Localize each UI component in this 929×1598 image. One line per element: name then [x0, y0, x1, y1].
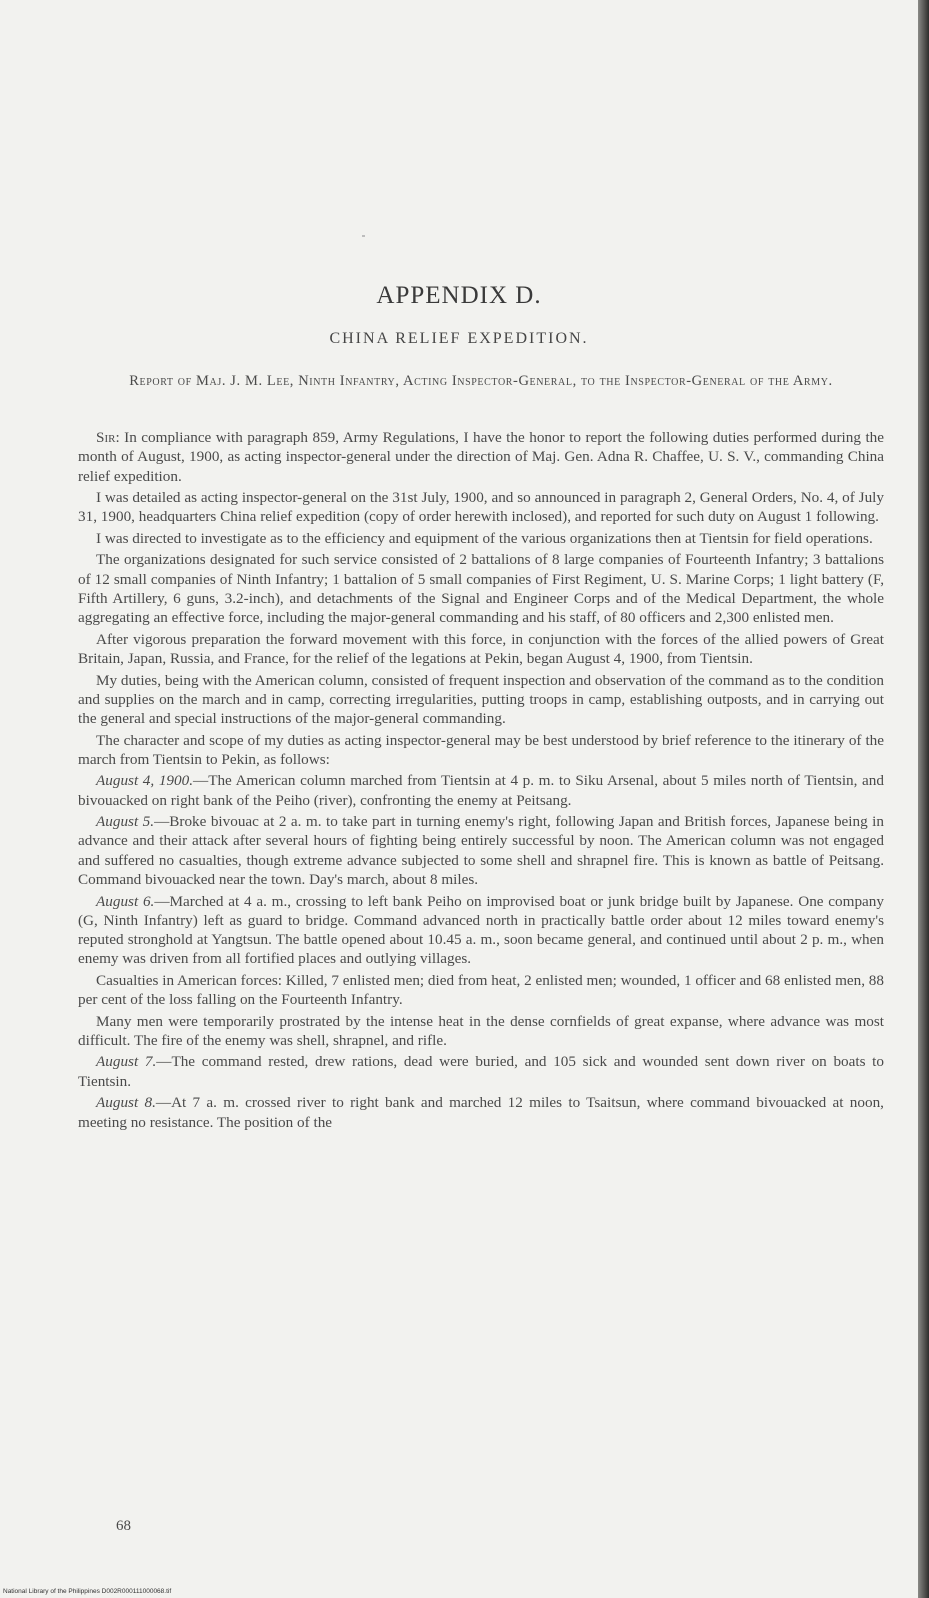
paragraph	[78, 428, 884, 486]
paragraph-text: After vigorous preparation the forward movement with this force, in conjunction with the forces of the allied powers of Great Britain, Japan, Russia, and France, for the relief of the legations at Pekin, began August 4, 1900, from Tientsin.	[78, 630, 884, 668]
paragraph-text: —The American column marched from Tientsin at 4 p. m. to Siku Arsenal, about 5 miles north of Tientsin, and bivouacked on right bank of the Peiho (river), confronting the enemy at Peitsang.	[78, 772, 884, 809]
paragraph-lead: Sir:	[96, 429, 120, 446]
paragraph	[78, 488, 884, 527]
date-lead: August 8.	[96, 1094, 156, 1112]
paragraph	[78, 1012, 884, 1051]
paragraph	[78, 892, 884, 969]
paragraph-text: My duties, being with the American column, consisted of frequent inspection and observation of the command as to the condition and supplies on the march and in camp, correcting irregularities, putting troops in camp, establishing outposts, and in carrying out the general and special instructions of the major-general commanding.	[78, 671, 884, 728]
paragraph-text: —Broke bivouac at 2 a. m. to take part in turning enemy's right, following Japan and British forces, Japanese being in advance and their attack after several hours of fighting being entirely successful by noon. The American column was not engaged and suffered no casualties, though extreme advance subjected to some shell and shrapnel fire. This is known as battle of Peitsang. Command bivouacked near the town. Day's march, about 8 miles.	[78, 813, 884, 889]
paragraph	[78, 529, 884, 548]
paragraph	[78, 771, 884, 810]
report-title: Report of Maj. J. M. Lee, Ninth Infantry, Acting Inspector-General, to the Inspector-General of the Army.	[129, 373, 833, 389]
page-number: 68	[116, 1518, 131, 1534]
appendix-heading: APPENDIX D.	[376, 282, 542, 309]
paragraph-text: Casualties in American forces: Killed, 7 enlisted men; died from heat, 2 enlisted men; wounded, 1 officer and 68 enlisted men, 88 per cent of the loss falling on the Fourteenth Infantry.	[78, 971, 884, 1009]
section-title: CHINA RELIEF EXPEDITION.	[329, 330, 589, 347]
paragraph-text: Many men were temporarily prostrated by the intense heat in the dense cornfields of great expanse, where advance was most difficult. The fire of the enemy was shell, shrapnel, and rifle.	[78, 1012, 884, 1049]
body-text	[78, 428, 884, 1134]
paragraph	[78, 812, 884, 889]
paragraph	[78, 1052, 884, 1091]
scan-footer: National Library of the Philippines D002R000111000068.tif	[3, 1588, 172, 1595]
paragraph	[78, 550, 884, 627]
page-edge-shadow	[918, 0, 929, 1598]
paragraph-text: In compliance with paragraph 859, Army Regulations, I have the honor to report the following duties performed during the month of August, 1900, as acting inspector-general under the direction of Maj. Gen. Adna R. Chaffee, U. S. V., commanding China relief expedition.	[78, 429, 884, 485]
paragraph-text: —At 7 a. m. crossed river to right bank and marched 12 miles to Tsaitsun, where command bivouacked at noon, meeting no resistance. The position of the	[78, 1094, 884, 1131]
paragraph-text: —Marched at 4 a. m., crossing to left bank Peiho on improvised boat or junk bridge built by Japanese. One company (G, Ninth Infantry) left as guard to bridge. Command advanced north in practically battle order about 12 miles toward enemy's reputed stronghold at Yangtsun. The battle opened about 10.45 a. m., soon became general, and continued until about 2 p. m., when enemy was driven from all fortified places and outlying villages.	[78, 892, 884, 968]
paragraph	[78, 971, 884, 1010]
paragraph-text: The character and scope of my duties as acting inspector-general may be best understood by brief reference to the itinerary of the march from Tientsin to Pekin, as follows:	[78, 731, 884, 768]
date-lead: August 5.	[96, 813, 155, 831]
date-lead: August 4, 1900.	[96, 772, 193, 790]
paragraph	[78, 731, 884, 770]
date-lead: August 7.	[96, 1053, 157, 1071]
paragraph	[78, 1093, 884, 1132]
paragraph-text: I was detailed as acting inspector-general on the 31st July, 1900, and so announced in paragraph 2, General Orders, No. 4, of July 31, 1900, headquarters China relief expedition (copy of order herewith inclosed), and reported for such duty on August 1 following.	[78, 489, 884, 526]
paragraph-text: The organizations designated for such service consisted of 2 battalions of 8 large companies of Fourteenth Infantry; 3 battalions of 12 small companies of Ninth Infantry; 1 battalion of 5 small companies of First Regiment, U. S. Marine Corps; 1 light battery (F, Fifth Artillery, 6 guns, 3.2-inch), and detachments of the Signal and Engineer Corps and of the Medical Department, the whole aggregating an effective force, including the major-general commanding and his staff, of 80 officers and 2,300 enlisted men.	[78, 551, 884, 627]
paragraph-text: I was directed to investigate as to the efficiency and equipment of the various organizations then at Tientsin for field operations.	[96, 529, 873, 547]
date-lead: August 6.	[96, 892, 155, 910]
paragraph	[78, 671, 884, 729]
paragraph-text: —The command rested, drew rations, dead were buried, and 105 sick and wounded sent down river on boats to Tientsin.	[78, 1053, 884, 1090]
speck	[362, 235, 365, 237]
paragraph	[78, 630, 884, 669]
